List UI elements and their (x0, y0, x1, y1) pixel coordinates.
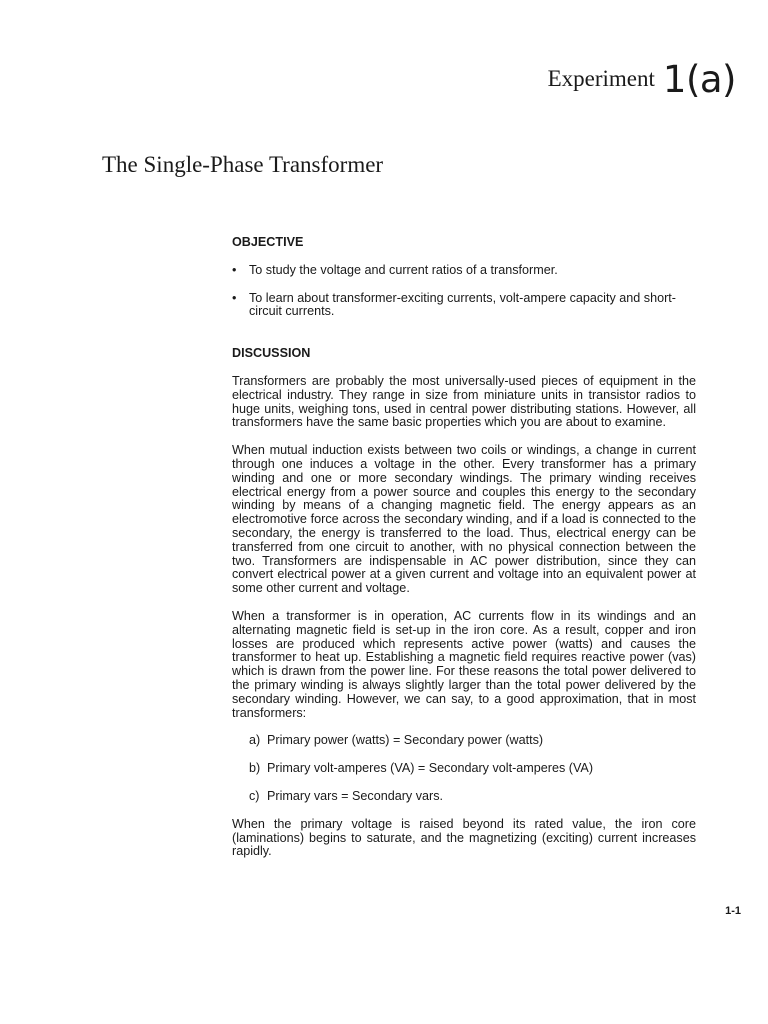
objective-heading: OBJECTIVE (232, 235, 304, 249)
list-item-label: b) (249, 761, 261, 776)
discussion-paragraph: Transformers are probably the most universally-used pieces of equipment in the electrical industry. They range in size from miniature units in transistor radios to huge units, weighing tons, used in central power distributing stations. However, all transformers have the same basic properties which you are about to examine. (232, 373, 696, 430)
list-item-text: Primary vars = Secondary vars. (267, 788, 444, 803)
list-item (232, 292, 696, 320)
experiment-label: Experiment (547, 66, 655, 91)
experiment-header (548, 58, 736, 101)
experiment-number: 1(a) (662, 58, 736, 101)
page-number: 1-1 (725, 905, 741, 917)
list-item-text: Primary volt-amperes (VA) = Secondary volt-amperes (VA) (267, 761, 594, 776)
closing-paragraph: When the primary voltage is raised beyond its rated value, the iron core (laminations) begins to saturate, and the magnetizing (exciting) current increases rapidly. (232, 816, 696, 859)
list-item-label: a) (249, 733, 261, 748)
page-title: The Single-Phase Transformer (102, 152, 384, 177)
list-item (249, 790, 696, 804)
list-item-label: c) (249, 788, 260, 803)
objective-list (232, 264, 696, 319)
discussion-paragraph: When a transformer is in operation, AC currents flow in its windings and an alternating magnetic field is set-up in the iron core. As a result, copper and iron losses are produced which represents active power (watts) and causes the transformer to heat up. Establishing a magnetic field requires reactive power (vas) which is drawn from the power line. For these reasons the total power delivered to the primary winding is always slightly larger than the total power delivered by the secondary winding. However, we can say, to a good approximation, that in most transformers: (232, 608, 696, 720)
list-item (249, 734, 696, 748)
discussion-heading: DISCUSSION (232, 346, 311, 361)
main-content (232, 236, 696, 873)
objective-item-text: To study the voltage and current ratios of a transformer. (249, 262, 558, 277)
equivalence-list (232, 734, 696, 803)
objective-item-text: To learn about transformer-exciting currents, volt-ampere capacity and short-circuit currents. (249, 290, 676, 319)
bullet-icon: • (232, 290, 237, 305)
list-item-text: Primary power (watts) = Secondary power (watts) (267, 733, 544, 748)
list-item (249, 762, 696, 776)
bullet-icon: • (232, 262, 237, 277)
list-item (232, 264, 696, 278)
discussion-paragraph: When mutual induction exists between two coils or windings, a change in current through one induces a voltage in the other. Every transformer has a primary winding and one or more secondary windings. The primary winding receives electrical energy from a power source and couples this energy to the secondary winding by means of a changing magnetic field. The energy appears as an electromotive force across the secondary winding, and if a load is connected to the secondary, the energy is transferred to the load. Thus, electrical energy can be transferred from one circuit to another, with no physical connection between the two. Transformers are indispensable in AC power distribution, since they can convert electrical power at a given current and voltage into an equivalent power at some other current and voltage. (232, 443, 696, 596)
